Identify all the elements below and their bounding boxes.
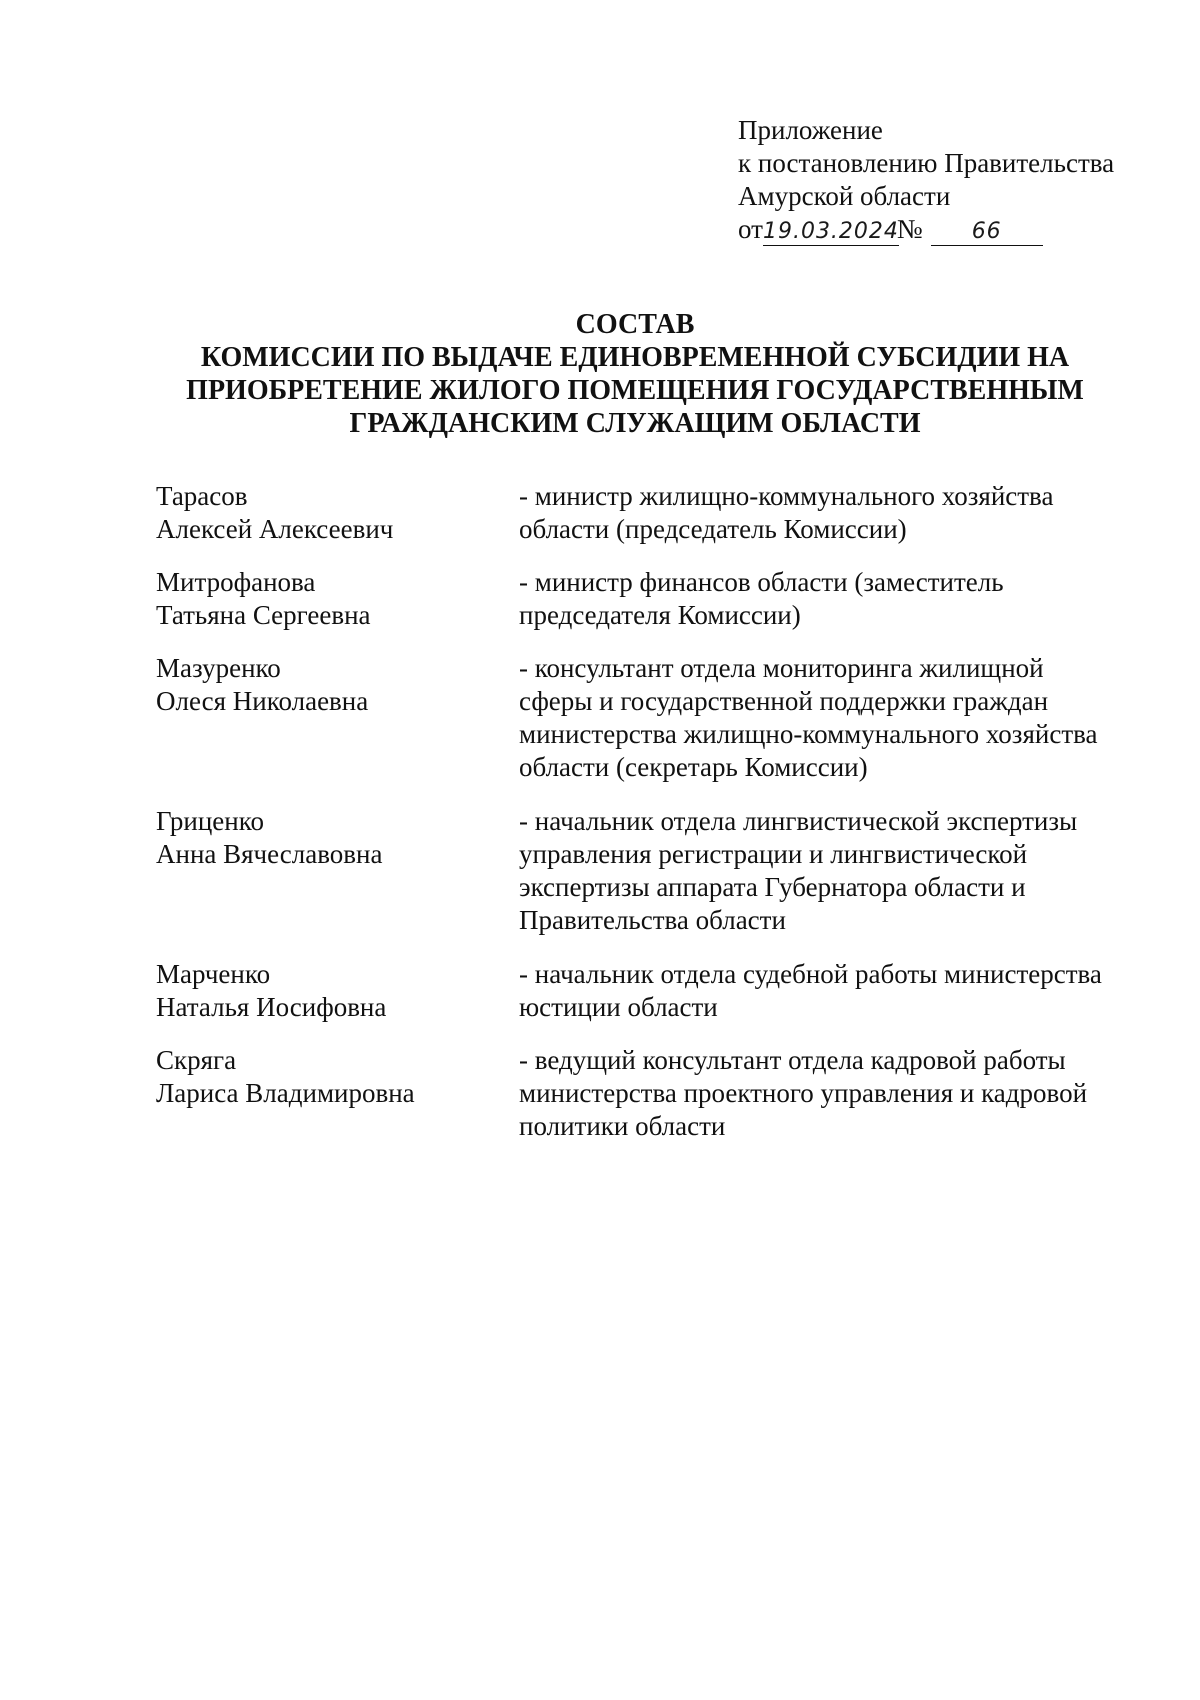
member-row (156, 1044, 1156, 1164)
appendix-region: Амурской области (738, 181, 951, 211)
decree-number: 66 (931, 219, 1043, 246)
member-row (156, 652, 1156, 805)
member-surname: Гриценко (156, 806, 264, 836)
member-surname: Митрофанова (156, 567, 316, 597)
member-given-names: Наталья Иосифовна (156, 992, 387, 1022)
member-name (156, 566, 519, 652)
document-title (0, 308, 1200, 440)
member-given-names: Алексей Алексеевич (156, 514, 394, 544)
appendix-label: Приложение (738, 115, 883, 145)
member-surname: Марченко (156, 959, 271, 989)
member-role: - начальник отдела судебной работы министерства юстиции области (519, 959, 1102, 1022)
member-role: - министр жилищно-коммунального хозяйства области (председатель Комиссии) (519, 481, 1054, 544)
number-sign: № (896, 214, 923, 244)
member-surname: Мазуренко (156, 653, 281, 683)
decree-date: 19.03.2024 (762, 219, 899, 244)
member-surname: Тарасов (156, 481, 248, 511)
title-line-1: СОСТАВ (575, 309, 695, 340)
member-row (156, 958, 1156, 1044)
members-list (156, 480, 1156, 1164)
member-given-names: Олеся Николаевна (156, 686, 369, 716)
member-name (156, 1044, 519, 1164)
member-role: - консультант отдела мониторинга жилищной сферы и государственной поддержки граждан министерства жилищно-коммунального хозяйства области (секретарь Комиссии) (519, 653, 1098, 782)
date-prefix: от (738, 214, 763, 244)
member-role: - министр финансов области (заместитель председателя Комиссии) (519, 567, 1004, 630)
member-row (156, 480, 1156, 566)
member-surname: Скряга (156, 1045, 237, 1075)
member-given-names: Лариса Владимировна (156, 1078, 415, 1108)
member-role: - ведущий консультант отдела кадровой работы министерства проектного управления и кадровой политики области (519, 1045, 1088, 1141)
member-row (156, 566, 1156, 652)
member-role: - начальник отдела лингвистической экспертизы управления регистрации и лингвистической экспертизы аппарата Губернатора области и Правительства области (519, 806, 1078, 935)
appendix-header (738, 114, 1114, 246)
appendix-date-number-line (738, 213, 1114, 246)
member-name (156, 480, 519, 566)
title-line-2: КОМИССИИ ПО ВЫДАЧЕ ЕДИНОВРЕМЕННОЙ СУБСИДИИ НА (200, 342, 1070, 373)
member-name (156, 652, 519, 805)
member-given-names: Анна Вячеславовна (156, 839, 383, 869)
appendix-decree-ref: к постановлению Правительства (738, 148, 1115, 178)
title-line-4: ГРАЖДАНСКИМ СЛУЖАЩИМ ОБЛАСТИ (349, 408, 921, 439)
member-name (156, 958, 519, 1044)
member-row (156, 805, 1156, 958)
member-name (156, 805, 519, 958)
member-given-names: Татьяна Сергеевна (156, 600, 371, 630)
title-line-3: ПРИОБРЕТЕНИЕ ЖИЛОГО ПОМЕЩЕНИЯ ГОСУДАРСТВЕННЫМ (186, 375, 1084, 406)
